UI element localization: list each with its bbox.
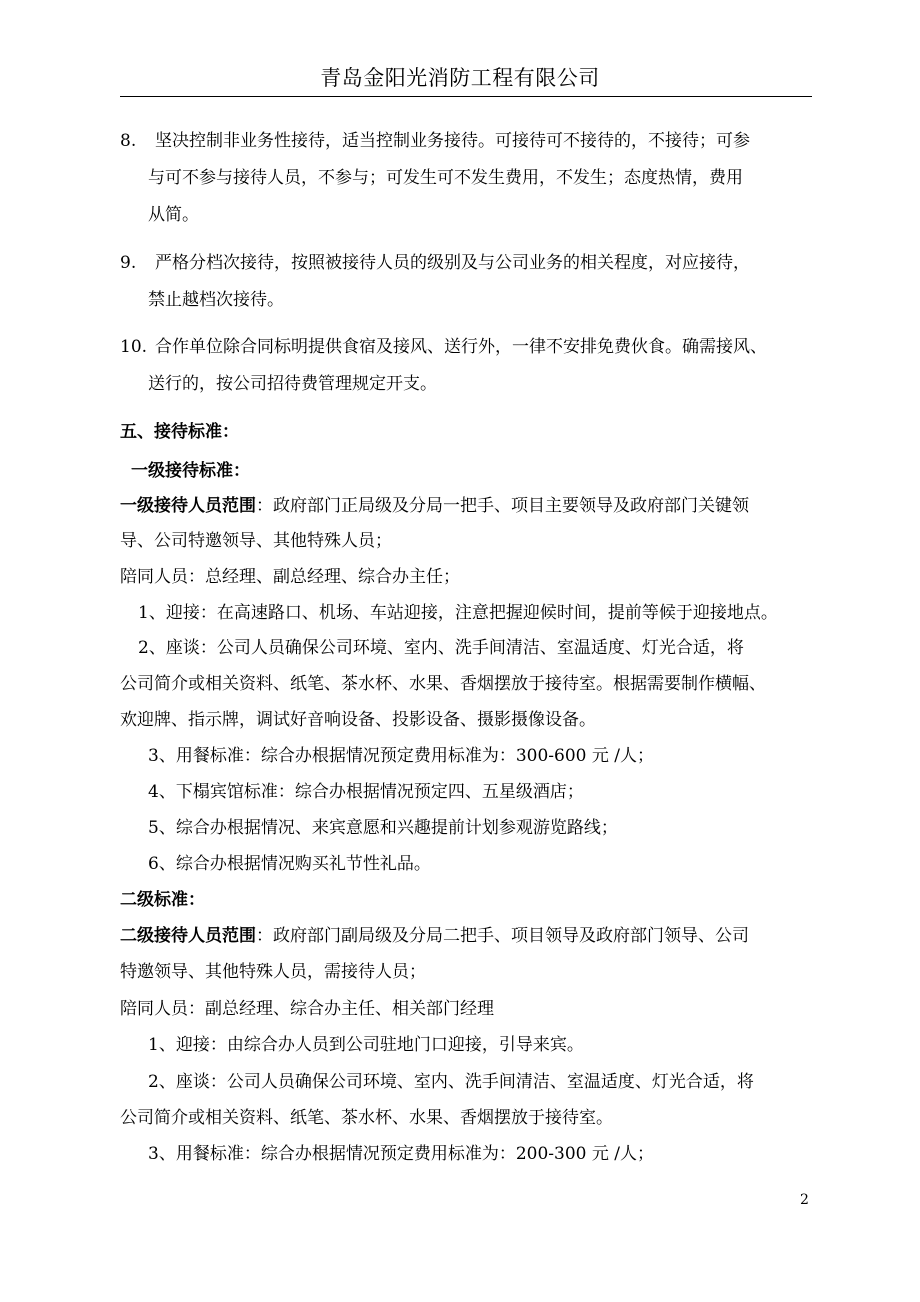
level2-reception: 1、迎接：由综合办人员到公司驻地门口迎接，引导来宾。 [148, 1035, 584, 1055]
item-text: 严格分档次接待，按照被接待人员的级别及与公司业务的相关程度，对应接待， [155, 253, 750, 273]
level2-meeting: 2、座谈：公司人员确保公司环境、室内、洗手间清洁、室温适度、灯光合适，将 [148, 1072, 754, 1092]
level2-scope-text: ：政府部门副局级及分局二把手、项目领导及政府部门领导、公司 [256, 926, 749, 946]
level1-scope-text: ：政府部门正局级及分局一把手、项目主要领导及政府部门关键领 [256, 496, 749, 516]
level1-meeting: 2、座谈：公司人员确保公司环境、室内、洗手间清洁、室温适度、灯光合适，将 [138, 638, 744, 658]
level2-scope [120, 925, 749, 947]
item-text: 从简。 [148, 205, 199, 225]
level1-scope-label: 一级接待人员范围 [120, 496, 256, 516]
item-number: 8. [120, 131, 137, 151]
item-text: 坚决控制非业务性接待，适当控制业务接待。可接待可不接待的，不接待；可参 [155, 131, 750, 151]
level1-accompany: 陪同人员：总经理、副总经理、综合办主任； [120, 567, 460, 587]
page-number: 2 [800, 1192, 809, 1208]
level1-reception: 1、迎接：在高速路口、机场、车站迎接，注意把握迎候时间，提前等候于迎接地点。 [138, 603, 778, 623]
item-number: 9. [120, 253, 137, 273]
page-header-company: 青岛金阳光消防工程有限公司 [320, 66, 600, 90]
level2-title: 二级标准： [120, 890, 205, 910]
level1-scope-cont: 导、公司特邀领导、其他特殊人员； [120, 531, 392, 551]
level1-title: 一级接待标准： [131, 461, 250, 481]
section-title: 五、接待标准： [120, 422, 239, 442]
level1-tour: 5、综合办根据情况、来宾意愿和兴趣提前计划参观游览路线； [148, 818, 618, 838]
item-text: 与可不参与接待人员，不参与；可发生可不发生费用，不发生；态度热情，费用 [148, 168, 743, 188]
item-text: 禁止越档次接待。 [148, 290, 284, 310]
level2-scope-cont: 特邀领导、其他特殊人员，需接待人员； [120, 962, 426, 982]
header-rule [120, 96, 812, 97]
item-text: 合作单位除合同标明提供食宿及接风、送行外，一律不安排免费伙食。确需接风、 [155, 337, 767, 357]
level1-gift: 6、综合办根据情况购买礼节性礼品。 [148, 854, 431, 874]
level1-hotel: 4、下榻宾馆标准：综合办根据情况预定四、五星级酒店； [148, 782, 584, 802]
level2-meeting-cont: 公司简介或相关资料、纸笔、茶水杯、水果、香烟摆放于接待室。 [120, 1108, 613, 1128]
level1-dining: 3、用餐标准：综合办根据情况预定费用标准为：300-600 元 /人； [148, 746, 654, 766]
level1-meeting-cont: 公司简介或相关资料、纸笔、茶水杯、水果、香烟摆放于接待室。根据需要制作横幅、 [120, 674, 766, 694]
level1-meeting-cont: 欢迎牌、指示牌，调试好音响设备、投影设备、摄影摄像设备。 [120, 710, 596, 730]
level2-accompany: 陪同人员：副总经理、综合办主任、相关部门经理 [120, 999, 494, 1019]
item-text: 送行的，按公司招待费管理规定开支。 [148, 374, 437, 394]
level2-scope-label: 二级接待人员范围 [120, 926, 256, 946]
level2-dining: 3、用餐标准：综合办根据情况预定费用标准为：200-300 元 /人； [148, 1144, 654, 1164]
item-number: 10. [120, 337, 148, 357]
level1-scope [120, 495, 749, 517]
